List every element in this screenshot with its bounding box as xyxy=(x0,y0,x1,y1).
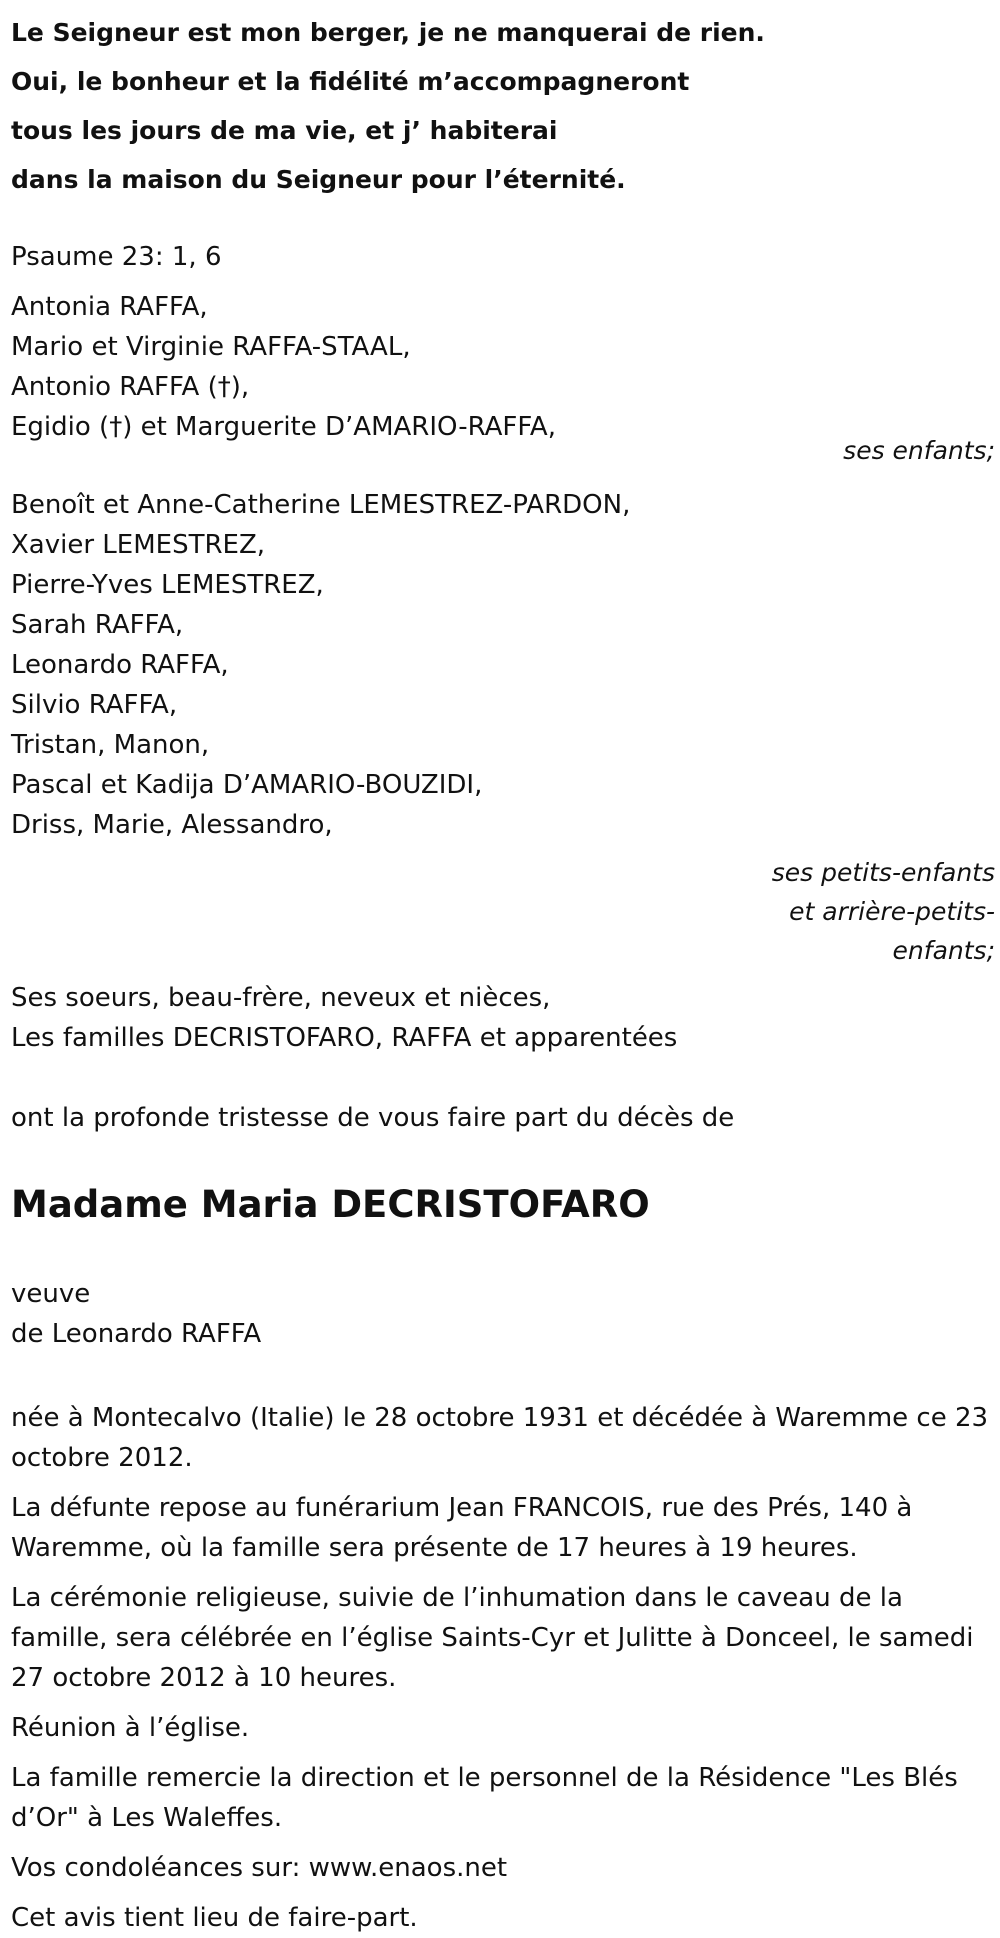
grandchildren-role-line: ses petits-enfants xyxy=(771,858,995,887)
widow-line: veuve xyxy=(11,1279,91,1309)
family-line: Ses soeurs, beau-frère, neveux et nièces, xyxy=(11,983,551,1013)
verse-line: dans la maison du Seigneur pour l’éternité. xyxy=(11,165,626,194)
child-name: Antonia RAFFA, xyxy=(11,292,208,322)
grandchildren-role-line: enfants; xyxy=(892,936,995,965)
notice-paragraph: Cet avis tient lieu de faire-part. xyxy=(11,1903,418,1933)
grandchild-name: Pierre-Yves LEMESTREZ, xyxy=(11,570,324,600)
thanks-paragraph: La famille remercie la direction et le personnel de la Résidence "Les Blés d’Or" à Les Waleffes. xyxy=(11,1763,958,1833)
announcement-intro: ont la profonde tristesse de vous faire part du décès de xyxy=(11,1103,735,1133)
grandchild-name: Tristan, Manon, xyxy=(11,730,210,760)
child-name: Egidio (†) et Marguerite D’AMARIO-RAFFA, xyxy=(11,412,556,442)
children-list xyxy=(11,287,991,447)
meeting-paragraph: Réunion à l’église. xyxy=(11,1713,250,1743)
psalm-verse xyxy=(11,0,991,204)
child-name: Mario et Virginie RAFFA-STAAL, xyxy=(11,332,411,362)
grandchild-name: Silvio RAFFA, xyxy=(11,690,178,720)
verse-line: Le Seigneur est mon berger, je ne manquerai de rien. xyxy=(11,18,765,47)
birth-death-paragraph: née à Montecalvo (Italie) le 28 octobre 1931 et décédée à Waremme ce 23 octobre 2012. xyxy=(11,1403,989,1473)
funeral-home-paragraph: La défunte repose au funérarium Jean FRANCOIS, rue des Prés, 140 à Waremme, où la famille sera présente de 17 heures à 19 heures. xyxy=(11,1493,913,1563)
grandchildren-role xyxy=(11,853,995,970)
deceased-name: Madame Maria DECRISTOFARO xyxy=(11,1183,650,1226)
condolences-paragraph: Vos condoléances sur: www.enaos.net xyxy=(11,1853,508,1883)
grandchild-name: Driss, Marie, Alessandro, xyxy=(11,810,333,840)
children-role: ses enfants; xyxy=(843,436,995,465)
extended-family xyxy=(11,978,991,1058)
verse-line: Oui, le bonheur et la fidélité m’accompagneront xyxy=(11,67,690,96)
verse-line: tous les jours de ma vie, et j’ habiterai xyxy=(11,116,558,145)
ceremony-paragraph: La cérémonie religieuse, suivie de l’inhumation dans le caveau de la famille, sera célébrée en l’église Saints-Cyr et Julitte à Donceel, le samedi 27 octobre 2012 à 10 heures. xyxy=(11,1583,974,1693)
grandchild-name: Sarah RAFFA, xyxy=(11,610,184,640)
grandchild-name: Pascal et Kadija D’AMARIO-BOUZIDI, xyxy=(11,770,483,800)
widow-of xyxy=(11,1274,991,1354)
grandchildren-role-line: et arrière-petits- xyxy=(789,897,995,926)
grandchild-name: Xavier LEMESTREZ, xyxy=(11,530,266,560)
widow-line: de Leonardo RAFFA xyxy=(11,1319,262,1349)
grandchild-name: Benoît et Anne-Catherine LEMESTREZ-PARDON, xyxy=(11,490,631,520)
grandchild-name: Leonardo RAFFA, xyxy=(11,650,229,680)
family-line: Les familles DECRISTOFARO, RAFFA et apparentées xyxy=(11,1023,678,1053)
grandchildren-list xyxy=(11,485,991,845)
obituary-notice xyxy=(11,0,995,1938)
verse-reference: Psaume 23: 1, 6 xyxy=(11,242,222,272)
child-name: Antonio RAFFA (†), xyxy=(11,372,250,402)
